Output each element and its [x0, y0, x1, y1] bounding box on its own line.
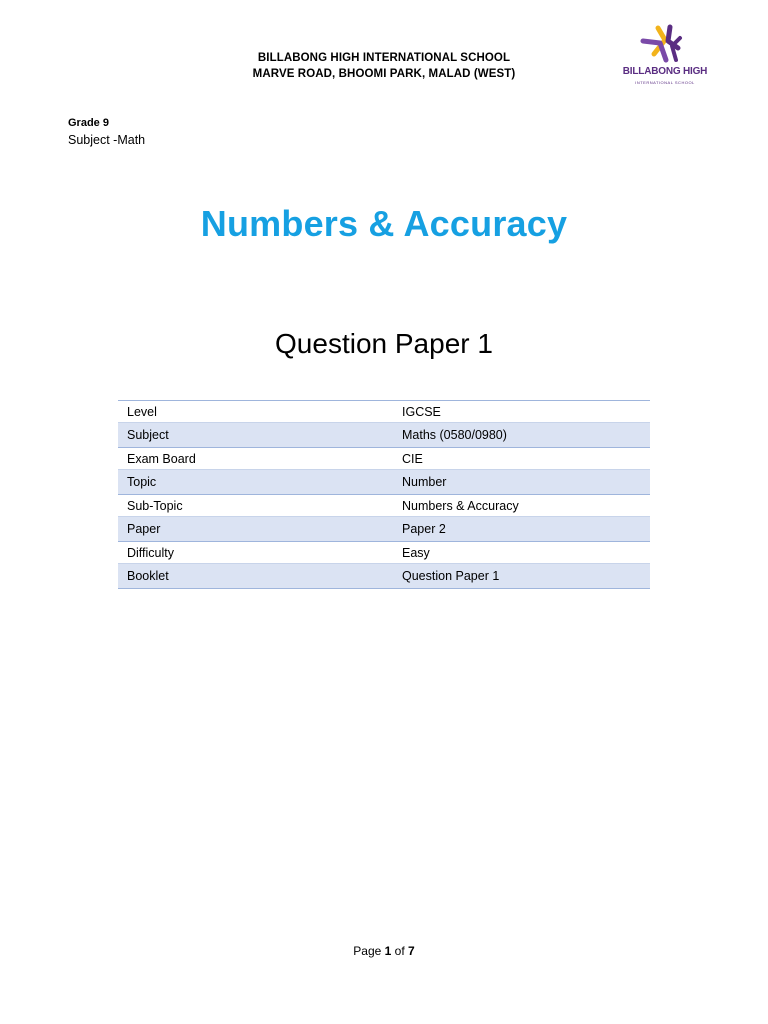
- document-subtitle: Question Paper 1: [275, 328, 493, 359]
- page-footer: [0, 944, 768, 958]
- table-row: [118, 470, 650, 495]
- grade-label: Grade 9: [68, 117, 109, 129]
- of-word: of: [394, 944, 405, 958]
- total-pages-number: 7: [408, 944, 415, 958]
- logo-wordmark: BILLABONG HIGH: [622, 66, 708, 77]
- row-value: Easy: [393, 542, 650, 564]
- current-page-number: 1: [384, 944, 392, 958]
- table-row: [118, 542, 650, 564]
- row-label: Topic: [118, 470, 393, 495]
- row-value: Numbers & Accuracy: [393, 495, 650, 517]
- row-label: Paper: [118, 517, 393, 542]
- table-row: [118, 423, 650, 448]
- school-name: BILLABONG HIGH INTERNATIONAL SCHOOL: [257, 52, 511, 64]
- school-address: MARVE ROAD, BHOOMI PARK, MALAD (WEST): [252, 68, 516, 80]
- table-row: [118, 401, 650, 423]
- row-label: Difficulty: [118, 542, 393, 564]
- row-value: Paper 2: [393, 517, 650, 542]
- row-value: Number: [393, 470, 650, 495]
- row-value: IGCSE: [393, 401, 650, 423]
- table-row: [118, 495, 650, 517]
- table-row: [118, 517, 650, 542]
- document-title: Numbers & Accuracy: [200, 203, 568, 244]
- row-label: Subject: [118, 423, 393, 448]
- page-word: Page: [353, 944, 382, 958]
- row-label: Booklet: [118, 564, 393, 589]
- school-logo: [610, 24, 720, 88]
- row-label: Sub-Topic: [118, 495, 393, 517]
- row-label: Level: [118, 401, 393, 423]
- row-label: Exam Board: [118, 448, 393, 470]
- table-row: [118, 564, 650, 589]
- row-value: Maths (0580/0980): [393, 423, 650, 448]
- info-table: [118, 400, 650, 589]
- row-value: CIE: [393, 448, 650, 470]
- logo-tagline: INTERNATIONAL SCHOOL: [635, 80, 695, 85]
- star-logo-icon: [610, 24, 720, 68]
- subject-label: Subject -Math: [68, 133, 146, 147]
- table-row: [118, 448, 650, 470]
- row-value: Question Paper 1: [393, 564, 650, 589]
